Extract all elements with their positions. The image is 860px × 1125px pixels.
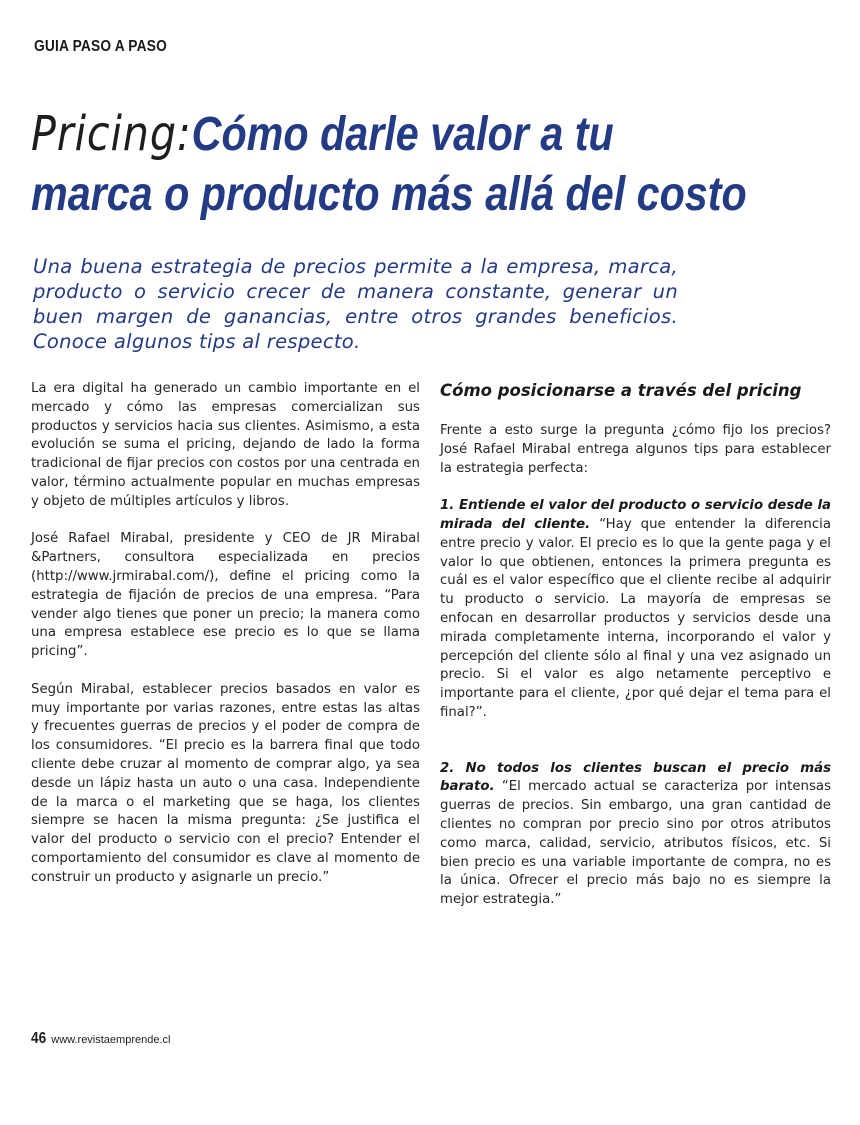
tip-body: “El mercado actual se caracteriza por intensas guerras de precios. Sin embargo, una gran cantidad de clientes no compran por precio sino por otros atributos como marca, calidad, servicio, atributos físicos, etc. Si bien precio es una variable importante de compra, no es la única. Ofrecer el precio más bajo no es siempre la mejor estrategia.”: [440, 779, 831, 908]
body-paragraph: La era digital ha generado un cambio importante en el mercado y cómo las empresas comercializan sus productos y servicios hacia sus clientes. Asimismo, a esta evolución se suma el pricing, dejando de lado la forma tradicional de fijar precios con costos por una centrada en valor, término actualmente popular en muchas empresas y objeto de múltiples artículos y libros.: [31, 381, 420, 509]
page-number: 46: [31, 1030, 47, 1047]
body-paragraph: José Rafael Mirabal, presidente y CEO de JR Mirabal &Partners, consultora especializada en precios (http://www.jrmirabal.com/), define el pricing como la estrategia de fijación de precios de una empresa. “Para vender algo tienes que poner un precio; la manera como una empresa establece ese precio es lo que se llama pricing”.: [31, 531, 420, 660]
tip-paragraph: [440, 760, 831, 910]
tip-heading: 1. Entiende el valor del producto o servicio desde la mirada del cliente.: [440, 498, 831, 532]
tip-heading: 2. No todos los clientes buscan el precio más barato.: [440, 760, 831, 795]
tip-paragraph: [440, 497, 831, 723]
left-column: [31, 380, 420, 906]
title-line-1-rest: Cómo darle valor a tu: [191, 108, 614, 161]
section-label: GUIA PASO A PASO: [34, 38, 167, 55]
section-heading: Cómo posicionarse a través del pricing: [440, 381, 802, 400]
title-line-2: marca o producto más allá del costo: [31, 168, 747, 221]
title-line-1: [31, 104, 614, 165]
intro-paragraph: Frente a esto surge la pregunta ¿cómo fijo los precios? José Rafael Mirabal entrega algunos tips para establecer la estrategia perfecta:: [440, 423, 831, 476]
tip-body: “Hay que entender la diferencia entre precio y valor. El precio es lo que la gente paga y el valor lo que obtienen, entonces la primera pregunta es cuál es el valor específico que el cliente recibe al adquirir tu producto o servicio. La mayoría de empresas se enfocan en desarrollar productos y servicios desde una mirada completamente interna, incorporando el valor y percepción del cliente sólo al final y una vez asignado un precio. Si el valor es algo netamente perceptivo e importante para el cliente, ¿por qué dejar el tema para el final?”.: [440, 516, 831, 720]
page-footer: [31, 1030, 170, 1048]
website-url: www.revistaemprende.cl: [51, 1034, 171, 1046]
body-paragraph: Según Mirabal, establecer precios basados en valor es muy importante por varias razones, entre estas las altas y frecuentes guerras de precios y el poder de compra de los consumidores. “El precio es la barrera final que todo cliente debe cruzar al momento de comprar algo, ya sea desde un lápiz hasta un auto o una casa. Independiente de la marca o el marketing que se haga, los clientes siempre se hacen la misma pregunta: ¿Se justifica el valor del producto o servicio con el precio? Entender el comportamiento del consumidor es clave al momento de construir un producto y asignarle un precio.”: [31, 681, 420, 885]
spacer: [440, 742, 831, 760]
article-deck: Una buena estrategia de precios permite a la empresa, marca, producto o servicio crecer de manera constante, generar un buen margen de ganancias, entre otros grandes beneficios. Conoce algunos tips al respecto.: [33, 255, 678, 353]
right-column: [440, 380, 831, 929]
article-title: [31, 104, 831, 225]
title-lead: Pricing:: [31, 106, 192, 162]
